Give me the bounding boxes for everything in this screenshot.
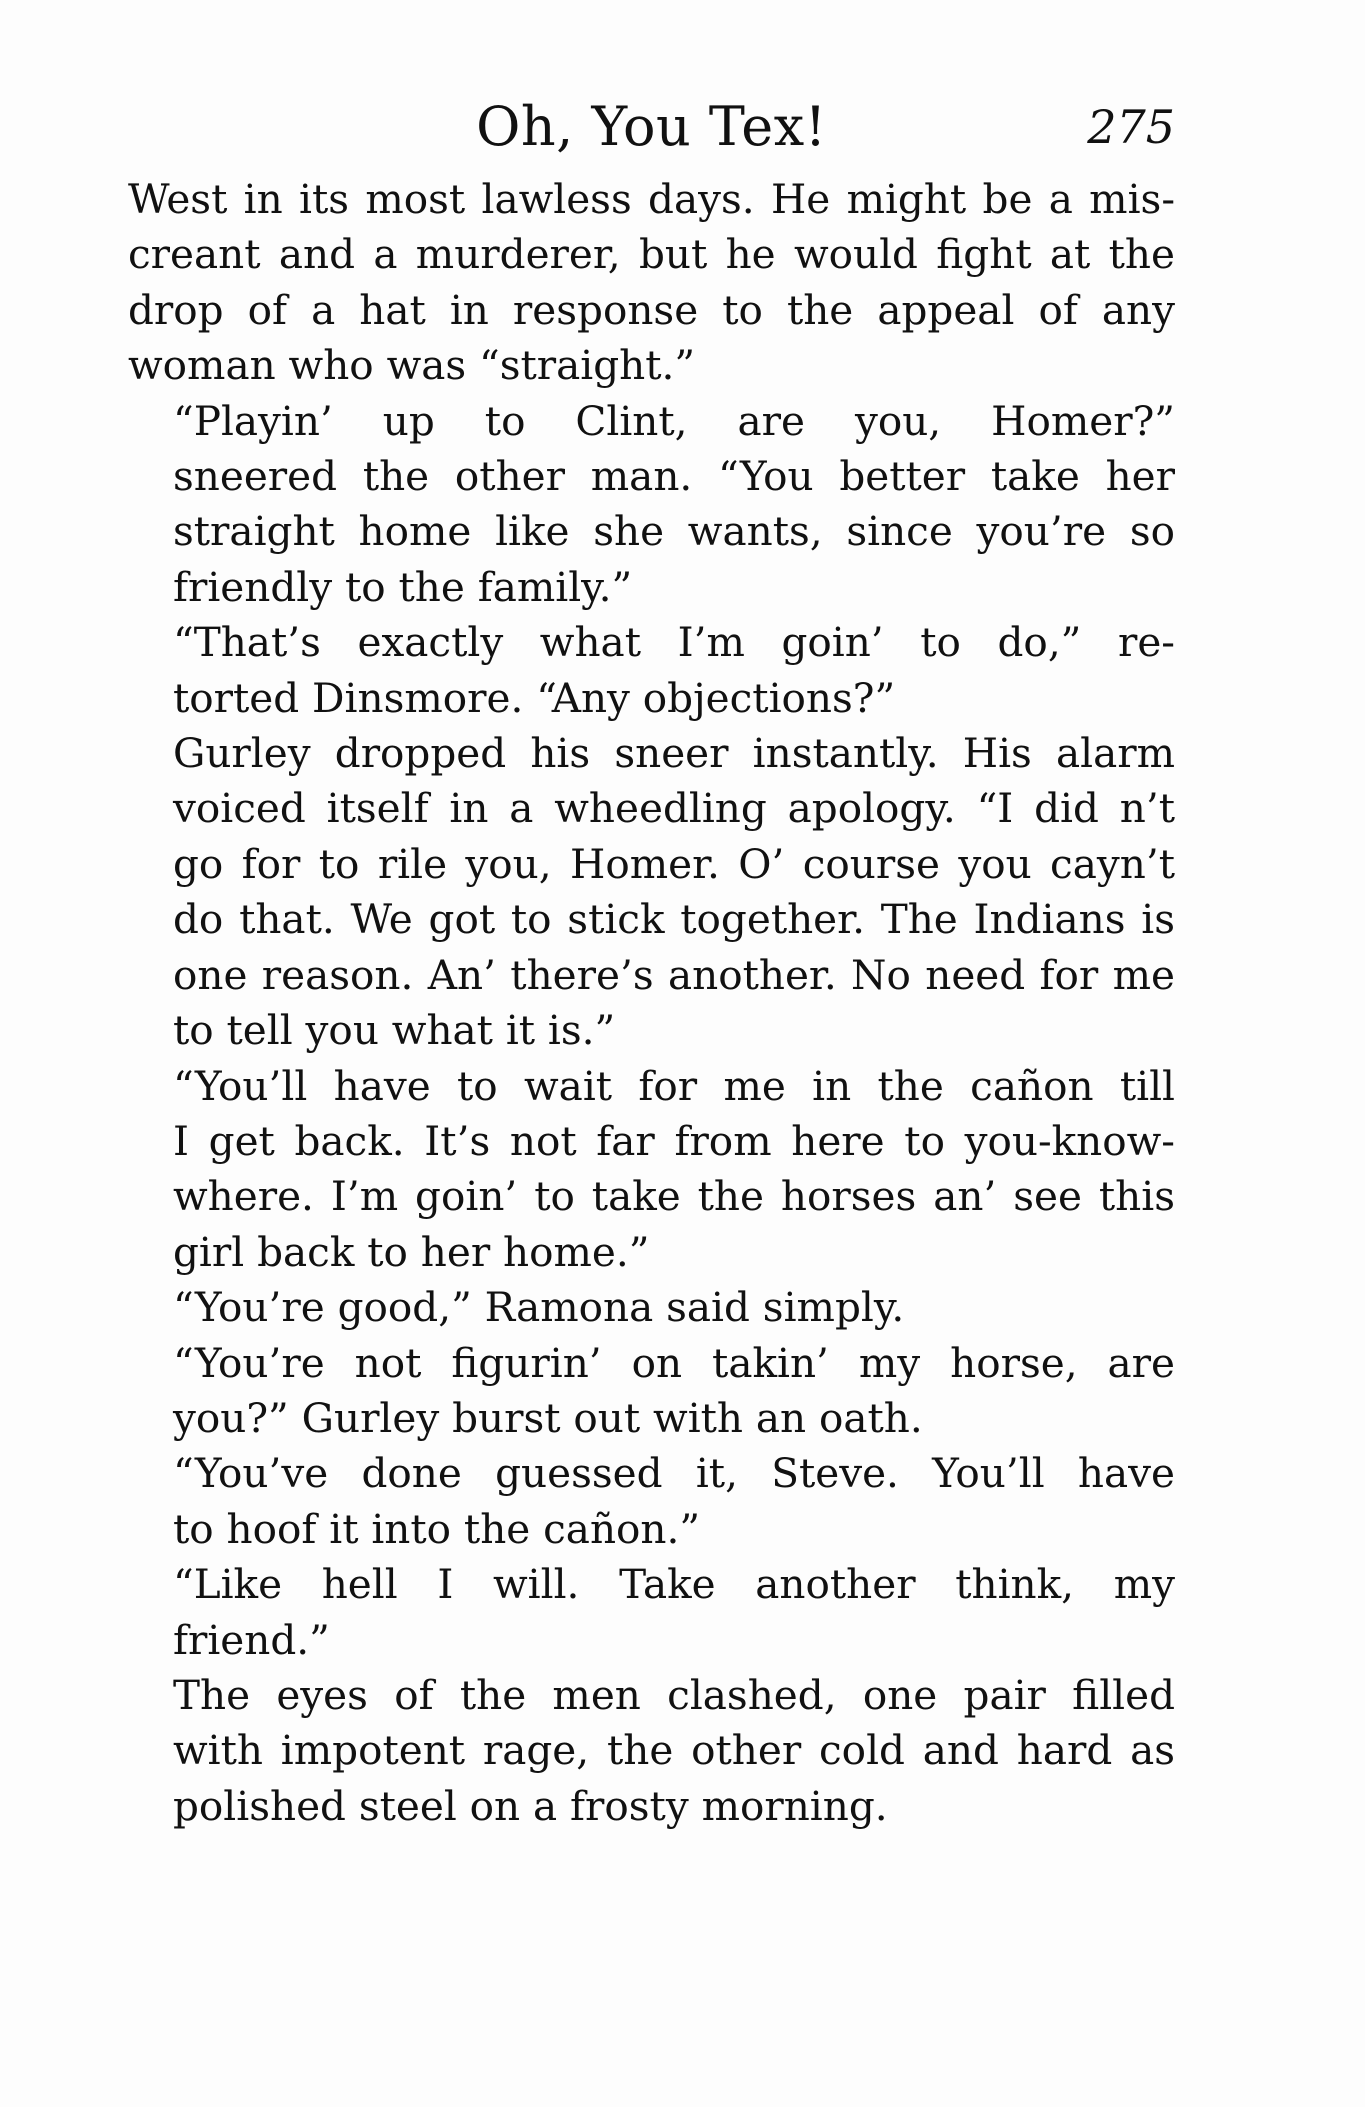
text-line: The eyes of the men clashed, one pair filled — [173, 1670, 1175, 1719]
paragraph — [128, 726, 1175, 1058]
text-line: “You’re good,” Ramona said simply. — [173, 1283, 905, 1332]
text-line: “That’s exactly what I’m goin’ to do,” re- — [173, 618, 1175, 667]
text-line: with impotent rage, the other cold and hard as — [173, 1726, 1175, 1775]
text-line: woman who was “straight.” — [128, 341, 696, 390]
text-line: to tell you what it is.” — [173, 1006, 616, 1055]
paragraph — [128, 1280, 1175, 1335]
page-header — [128, 92, 1175, 162]
paragraph — [128, 1446, 1175, 1557]
body-text — [128, 172, 1175, 1834]
paragraph — [128, 1557, 1175, 1668]
text-line: where. I’m goin’ to take the horses an’ see this — [173, 1172, 1175, 1221]
text-line: voiced itself in a wheedling apology. “I did n’t — [173, 784, 1175, 833]
text-line: polished steel on a frosty morning. — [173, 1781, 888, 1830]
text-line: creant and a murderer, but he would fight at the — [128, 230, 1175, 279]
text-line: do that. We got to stick together. The Indians is — [173, 895, 1175, 944]
running-head: Oh, You Tex! — [476, 95, 827, 158]
text-line: drop of a hat in response to the appeal of any — [128, 285, 1175, 334]
text-line: I get back. It’s not far from here to you-know- — [173, 1116, 1175, 1165]
text-line: “You’ll have to wait for me in the cañon till — [173, 1061, 1175, 1110]
text-line: friend.” — [173, 1615, 330, 1664]
paragraph — [128, 1668, 1175, 1834]
text-line: straight home like she wants, since you’re so — [173, 507, 1175, 556]
text-line: West in its most lawless days. He might be a mis- — [128, 175, 1175, 223]
page-number: 275 — [1087, 100, 1175, 154]
text-line: you?” Gurley burst out with an oath. — [173, 1393, 923, 1442]
text-line: “Like hell I will. Take another think, my — [173, 1560, 1175, 1609]
text-line: one reason. An’ there’s another. No need for me — [173, 950, 1175, 999]
text-line: to hoof it into the cañon.” — [173, 1504, 701, 1553]
paragraph — [128, 172, 1175, 394]
text-line: “Playin’ up to Clint, are you, Homer?” — [173, 396, 1175, 445]
text-line: “You’re not figurin’ on takin’ my horse, are — [173, 1338, 1175, 1387]
text-line: torted Dinsmore. “Any objections?” — [173, 673, 896, 722]
text-line: go for to rile you, Homer. O’ course you cayn’t — [173, 839, 1175, 888]
paragraph — [128, 1059, 1175, 1281]
text-line: friendly to the family.” — [173, 562, 633, 611]
text-line: “You’ve done guessed it, Steve. You’ll have — [173, 1449, 1175, 1498]
text-line: Gurley dropped his sneer instantly. His alarm — [173, 729, 1175, 778]
paragraph — [128, 394, 1175, 616]
paragraph — [128, 615, 1175, 726]
text-line: sneered the other man. “You better take her — [173, 452, 1175, 501]
text-line: girl back to her home.” — [173, 1227, 650, 1276]
paragraph — [128, 1336, 1175, 1447]
